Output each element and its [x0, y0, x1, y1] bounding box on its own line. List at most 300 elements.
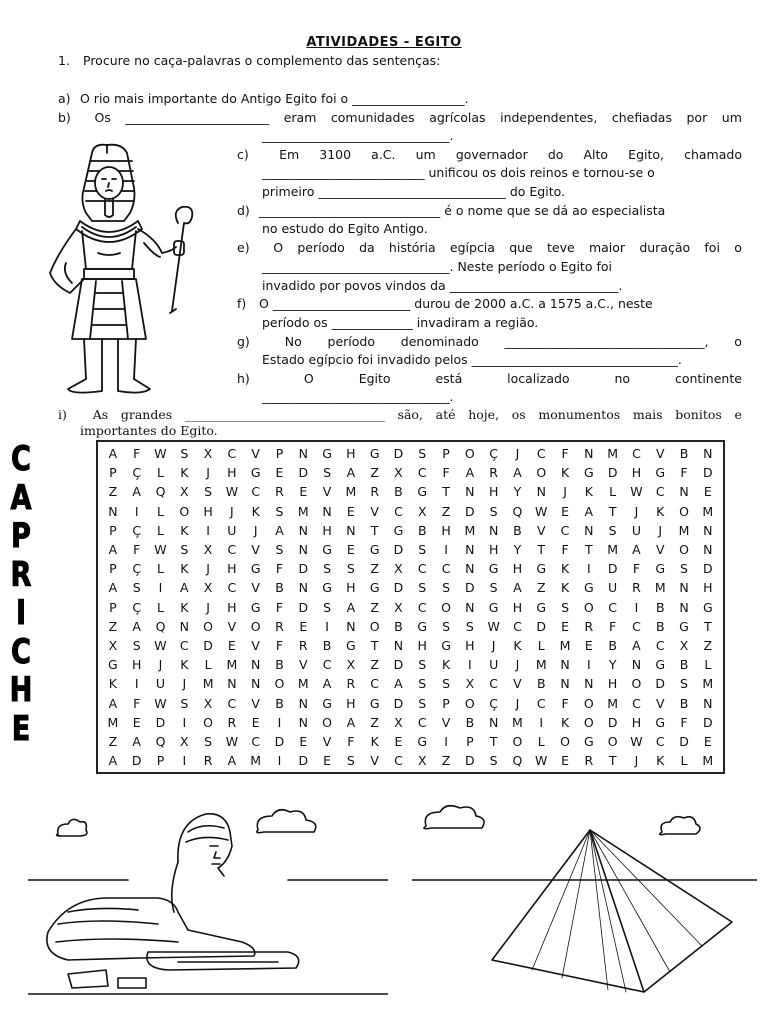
- word-search-letter[interactable]: C: [417, 465, 427, 481]
- word-search-letter[interactable]: Q: [155, 484, 166, 500]
- word-search-letter[interactable]: R: [227, 714, 237, 730]
- word-search-letter[interactable]: I: [444, 733, 448, 749]
- word-search-letter[interactable]: S: [561, 599, 569, 615]
- word-search-letter[interactable]: O: [536, 465, 547, 481]
- word-search-letter[interactable]: G: [322, 542, 332, 558]
- word-search-letter[interactable]: F: [133, 542, 141, 558]
- word-search-letter[interactable]: B: [275, 695, 284, 711]
- word-search-letter[interactable]: E: [703, 733, 712, 749]
- word-search-letter[interactable]: S: [204, 484, 213, 500]
- word-search-letter[interactable]: C: [560, 522, 570, 538]
- word-search-letter[interactable]: K: [560, 714, 570, 730]
- word-search-letter[interactable]: T: [704, 618, 712, 634]
- word-search-letter[interactable]: D: [203, 637, 213, 653]
- word-search-letter[interactable]: N: [679, 580, 689, 596]
- word-search-letter[interactable]: F: [275, 561, 284, 577]
- word-search-letter[interactable]: C: [632, 618, 641, 634]
- word-search-letter[interactable]: A: [108, 695, 118, 711]
- word-search-letter[interactable]: S: [180, 695, 189, 711]
- word-search-letter[interactable]: S: [323, 561, 332, 577]
- word-search-letter[interactable]: Z: [370, 465, 379, 481]
- word-search-letter[interactable]: J: [634, 503, 639, 519]
- word-search-letter[interactable]: D: [393, 542, 404, 558]
- word-search-letter[interactable]: A: [513, 465, 522, 481]
- word-search-letter[interactable]: H: [346, 580, 356, 596]
- word-search-letter[interactable]: D: [274, 733, 285, 749]
- word-search-letter[interactable]: C: [536, 446, 546, 462]
- word-search-letter[interactable]: N: [703, 695, 713, 711]
- word-search-letter[interactable]: I: [182, 753, 187, 769]
- word-search-letter[interactable]: W: [487, 618, 500, 634]
- word-search-letter[interactable]: A: [465, 465, 475, 481]
- word-search-letter[interactable]: C: [441, 561, 451, 577]
- word-search-letter[interactable]: P: [442, 446, 450, 462]
- word-search-letter[interactable]: N: [488, 522, 499, 538]
- word-search-letter[interactable]: J: [658, 522, 663, 538]
- word-search-letter[interactable]: H: [346, 446, 356, 462]
- word-search-letter[interactable]: J: [230, 503, 234, 519]
- word-search-letter[interactable]: X: [394, 561, 403, 577]
- word-search-letter[interactable]: L: [157, 503, 164, 519]
- word-search-letter[interactable]: X: [394, 714, 403, 730]
- word-search-letter[interactable]: N: [703, 522, 713, 538]
- word-search-letter[interactable]: D: [465, 580, 475, 596]
- word-search-letter[interactable]: C: [179, 637, 189, 653]
- word-search-letter[interactable]: G: [369, 446, 380, 462]
- word-search-letter[interactable]: N: [179, 618, 189, 634]
- word-search-letter[interactable]: V: [251, 446, 260, 462]
- word-search-letter[interactable]: Z: [108, 733, 118, 749]
- word-search-letter[interactable]: S: [442, 618, 451, 634]
- word-search-letter[interactable]: K: [180, 657, 189, 673]
- word-search-letter[interactable]: C: [370, 676, 380, 692]
- word-search-letter[interactable]: V: [251, 580, 260, 596]
- word-search-letter[interactable]: N: [465, 561, 475, 577]
- word-search-letter[interactable]: O: [250, 618, 261, 634]
- word-search-letter[interactable]: M: [107, 714, 119, 730]
- word-search-letter[interactable]: V: [251, 695, 260, 711]
- word-search-letter[interactable]: T: [370, 637, 379, 653]
- word-search-letter[interactable]: G: [417, 484, 428, 500]
- word-search-letter[interactable]: U: [155, 676, 166, 692]
- word-search-letter[interactable]: V: [513, 676, 522, 692]
- word-search-letter[interactable]: K: [370, 733, 379, 749]
- word-search-letter[interactable]: G: [488, 599, 499, 615]
- word-search-letter[interactable]: O: [679, 503, 689, 519]
- word-search-letter[interactable]: X: [203, 695, 213, 711]
- word-search-letter[interactable]: L: [704, 657, 712, 673]
- word-search-letter[interactable]: D: [298, 561, 309, 577]
- word-search-letter[interactable]: H: [465, 637, 475, 653]
- word-search-letter[interactable]: Q: [512, 503, 523, 519]
- word-search-letter[interactable]: L: [537, 637, 545, 653]
- word-search-letter[interactable]: A: [132, 484, 141, 500]
- word-search-letter[interactable]: H: [417, 637, 427, 653]
- word-search-letter[interactable]: D: [393, 657, 404, 673]
- word-search-letter[interactable]: Z: [370, 714, 379, 730]
- word-search-letter[interactable]: O: [583, 695, 594, 711]
- word-search-letter[interactable]: O: [679, 542, 689, 558]
- word-search-letter[interactable]: L: [609, 484, 617, 500]
- word-search-letter[interactable]: Ç: [489, 446, 499, 462]
- word-search-letter[interactable]: W: [225, 484, 239, 500]
- word-search-letter[interactable]: F: [133, 446, 141, 462]
- word-search-letter[interactable]: C: [417, 599, 427, 615]
- word-search-letter[interactable]: M: [226, 657, 238, 673]
- word-search-letter[interactable]: X: [108, 637, 118, 653]
- word-search-letter[interactable]: L: [157, 599, 164, 615]
- word-search-letter[interactable]: N: [298, 522, 308, 538]
- word-search-letter[interactable]: O: [512, 733, 523, 749]
- word-search-letter[interactable]: X: [180, 484, 189, 500]
- word-search-letter[interactable]: V: [251, 542, 260, 558]
- word-search-letter[interactable]: J: [206, 599, 210, 615]
- word-search-letter[interactable]: C: [417, 561, 427, 577]
- word-search-letter[interactable]: L: [204, 657, 212, 673]
- word-search-letter[interactable]: V: [322, 733, 332, 749]
- word-search-letter[interactable]: W: [154, 695, 167, 711]
- word-search-letter[interactable]: C: [655, 637, 665, 653]
- word-search-letter[interactable]: B: [322, 637, 332, 653]
- word-search-letter[interactable]: S: [418, 657, 427, 673]
- word-search-letter[interactable]: M: [297, 503, 309, 519]
- word-search-letter[interactable]: J: [253, 522, 258, 538]
- word-search-letter[interactable]: Z: [441, 753, 451, 769]
- word-search-letter[interactable]: H: [131, 657, 142, 673]
- word-search-letter[interactable]: I: [586, 657, 591, 673]
- word-search-letter[interactable]: O: [464, 446, 475, 462]
- word-search-letter[interactable]: K: [513, 637, 522, 653]
- word-search-letter[interactable]: E: [299, 484, 308, 500]
- word-search-letter[interactable]: J: [634, 753, 639, 769]
- word-search-letter[interactable]: H: [488, 484, 499, 500]
- word-search-letter[interactable]: H: [631, 714, 642, 730]
- word-search-letter[interactable]: C: [322, 657, 332, 673]
- word-search-letter[interactable]: A: [275, 522, 284, 538]
- word-search-letter[interactable]: T: [608, 753, 617, 769]
- word-search-letter[interactable]: A: [346, 599, 356, 615]
- word-search-letter[interactable]: M: [297, 676, 309, 692]
- word-search-letter[interactable]: U: [227, 522, 237, 538]
- word-search-letter[interactable]: N: [584, 522, 594, 538]
- word-search-letter[interactable]: I: [158, 580, 163, 596]
- word-search-letter[interactable]: P: [275, 446, 284, 462]
- word-search-letter[interactable]: B: [655, 599, 665, 615]
- word-search-letter[interactable]: E: [275, 465, 284, 481]
- word-search-letter[interactable]: T: [489, 733, 498, 749]
- word-search-letter[interactable]: G: [655, 465, 666, 481]
- word-search-letter[interactable]: N: [346, 618, 356, 634]
- word-search-letter[interactable]: F: [561, 695, 569, 711]
- word-search-letter[interactable]: K: [180, 561, 189, 577]
- word-search-letter[interactable]: I: [277, 714, 282, 730]
- word-search-letter[interactable]: B: [394, 618, 403, 634]
- word-search-letter[interactable]: G: [679, 618, 689, 634]
- word-search-letter[interactable]: O: [369, 618, 380, 634]
- word-search-letter[interactable]: R: [632, 580, 641, 596]
- word-search-letter[interactable]: H: [488, 542, 499, 558]
- word-search-letter[interactable]: G: [250, 465, 261, 481]
- word-search-letter[interactable]: P: [442, 695, 450, 711]
- word-search-letter[interactable]: E: [561, 503, 569, 519]
- word-search-letter[interactable]: D: [703, 714, 713, 730]
- word-search-letter[interactable]: V: [370, 503, 379, 519]
- word-search-letter[interactable]: G: [393, 522, 404, 538]
- word-search-letter[interactable]: B: [679, 446, 689, 462]
- word-search-letter[interactable]: C: [251, 733, 261, 749]
- word-search-letter[interactable]: B: [394, 484, 403, 500]
- word-search-letter[interactable]: K: [584, 484, 593, 500]
- word-search-letter[interactable]: H: [227, 561, 237, 577]
- word-search-letter[interactable]: O: [179, 503, 190, 519]
- word-search-letter[interactable]: M: [345, 484, 357, 500]
- word-search-letter[interactable]: A: [513, 580, 522, 596]
- word-search-letter[interactable]: D: [465, 503, 475, 519]
- word-search-letter[interactable]: K: [560, 465, 570, 481]
- word-search-letter[interactable]: M: [654, 580, 666, 596]
- word-search-letter[interactable]: Q: [155, 618, 166, 634]
- word-search-letter[interactable]: J: [206, 465, 210, 481]
- word-search-letter[interactable]: N: [298, 580, 308, 596]
- word-search-letter[interactable]: M: [250, 753, 262, 769]
- word-search-letter[interactable]: J: [563, 484, 567, 500]
- word-search-letter[interactable]: R: [489, 465, 498, 481]
- word-search-letter[interactable]: L: [157, 561, 164, 577]
- word-search-letter[interactable]: W: [154, 542, 167, 558]
- word-search-letter[interactable]: B: [679, 657, 689, 673]
- word-search-letter[interactable]: N: [108, 503, 118, 519]
- word-search-letter[interactable]: G: [250, 599, 261, 615]
- word-search-letter[interactable]: E: [323, 753, 332, 769]
- word-search-letter[interactable]: N: [584, 676, 594, 692]
- word-search-letter[interactable]: A: [108, 753, 118, 769]
- word-search-letter[interactable]: S: [442, 676, 451, 692]
- word-search-letter[interactable]: A: [346, 465, 356, 481]
- word-search-letter[interactable]: M: [702, 503, 714, 519]
- word-search-letter[interactable]: A: [180, 580, 189, 596]
- word-search-letter[interactable]: R: [370, 484, 379, 500]
- word-search-letter[interactable]: A: [227, 753, 237, 769]
- word-search-letter[interactable]: D: [655, 676, 666, 692]
- word-search-letter[interactable]: X: [394, 599, 403, 615]
- word-search-letter[interactable]: U: [489, 657, 499, 673]
- word-search-letter[interactable]: O: [274, 676, 285, 692]
- word-search-letter[interactable]: B: [655, 618, 665, 634]
- word-search-letter[interactable]: E: [299, 618, 308, 634]
- word-search-letter[interactable]: D: [298, 465, 309, 481]
- word-search-letter[interactable]: W: [535, 503, 548, 519]
- word-search-letter[interactable]: N: [488, 714, 499, 730]
- word-search-letter[interactable]: N: [465, 599, 475, 615]
- word-search-letter[interactable]: F: [442, 465, 450, 481]
- word-search-letter[interactable]: B: [536, 676, 546, 692]
- word-search-letter[interactable]: H: [441, 522, 451, 538]
- word-search-letter[interactable]: M: [607, 695, 619, 711]
- word-search-letter[interactable]: Z: [370, 561, 379, 577]
- word-search-letter[interactable]: K: [441, 657, 451, 673]
- word-search-letter[interactable]: O: [583, 599, 594, 615]
- word-search-letter[interactable]: N: [584, 446, 594, 462]
- word-search-letter[interactable]: P: [466, 733, 474, 749]
- word-search-letter[interactable]: O: [583, 714, 594, 730]
- word-search-letter[interactable]: N: [679, 599, 689, 615]
- word-search-letter[interactable]: N: [631, 657, 642, 673]
- word-search-letter[interactable]: P: [109, 599, 117, 615]
- word-search-letter[interactable]: W: [630, 484, 643, 500]
- word-search-letter[interactable]: F: [680, 714, 688, 730]
- word-search-letter[interactable]: F: [561, 446, 569, 462]
- word-search-letter[interactable]: K: [251, 503, 260, 519]
- word-search-letter[interactable]: M: [559, 637, 571, 653]
- word-search-letter[interactable]: S: [418, 580, 427, 596]
- word-search-letter[interactable]: G: [536, 561, 547, 577]
- word-search-letter[interactable]: A: [632, 542, 641, 558]
- word-search-letter[interactable]: O: [322, 714, 332, 730]
- word-search-letter[interactable]: G: [536, 599, 547, 615]
- word-search-letter[interactable]: R: [275, 484, 284, 500]
- word-search-letter[interactable]: J: [491, 637, 496, 653]
- word-search-letter[interactable]: F: [133, 695, 141, 711]
- word-search-letter[interactable]: D: [703, 561, 713, 577]
- word-search-letter[interactable]: L: [157, 522, 164, 538]
- word-search-letter[interactable]: Ç: [132, 599, 142, 615]
- word-search-letter[interactable]: K: [560, 580, 570, 596]
- word-search-letter[interactable]: J: [206, 561, 210, 577]
- word-search-letter[interactable]: R: [298, 637, 308, 653]
- word-search-letter[interactable]: I: [586, 561, 591, 577]
- word-search-letter[interactable]: A: [322, 676, 332, 692]
- word-search-letter[interactable]: X: [203, 542, 213, 558]
- word-search-letter[interactable]: A: [394, 676, 403, 692]
- word-search-letter[interactable]: J: [515, 446, 520, 462]
- word-search-letter[interactable]: G: [417, 618, 428, 634]
- word-search-letter[interactable]: A: [632, 637, 641, 653]
- word-search-letter[interactable]: C: [489, 676, 499, 692]
- word-search-letter[interactable]: S: [489, 753, 498, 769]
- word-search-letter[interactable]: X: [346, 657, 356, 673]
- word-search-letter[interactable]: S: [180, 446, 189, 462]
- word-search-letter[interactable]: Y: [513, 542, 522, 558]
- word-search-letter[interactable]: M: [535, 657, 547, 673]
- word-search-letter[interactable]: S: [680, 676, 688, 692]
- word-search-letter[interactable]: N: [298, 446, 308, 462]
- word-search-letter[interactable]: F: [632, 561, 641, 577]
- word-search-letter[interactable]: A: [132, 618, 141, 634]
- word-search-letter[interactable]: S: [418, 676, 427, 692]
- word-search-letter[interactable]: C: [513, 618, 522, 634]
- word-search-letter[interactable]: A: [346, 714, 356, 730]
- word-search-letter[interactable]: K: [180, 599, 189, 615]
- word-search-letter[interactable]: Ç: [132, 561, 142, 577]
- word-search-letter[interactable]: Z: [370, 599, 379, 615]
- word-search-letter[interactable]: O: [560, 733, 570, 749]
- word-search-letter[interactable]: V: [322, 484, 332, 500]
- word-search-letter[interactable]: G: [441, 637, 451, 653]
- word-search-letter[interactable]: C: [227, 580, 237, 596]
- word-search-letter[interactable]: N: [703, 446, 713, 462]
- word-search-letter[interactable]: G: [322, 580, 332, 596]
- word-search-letter[interactable]: N: [298, 542, 308, 558]
- word-search-letter[interactable]: X: [180, 733, 189, 749]
- word-search-letter[interactable]: E: [561, 753, 569, 769]
- word-search-letter[interactable]: J: [515, 695, 520, 711]
- word-search-letter[interactable]: Z: [108, 618, 118, 634]
- word-search-letter[interactable]: D: [703, 465, 713, 481]
- word-search-letter[interactable]: X: [417, 753, 427, 769]
- word-search-letter[interactable]: X: [417, 503, 427, 519]
- word-search-letter[interactable]: V: [536, 522, 546, 538]
- word-search-letter[interactable]: H: [631, 465, 642, 481]
- word-search-letter[interactable]: B: [275, 580, 284, 596]
- word-search-letter[interactable]: O: [464, 695, 475, 711]
- word-search-letter[interactable]: L: [680, 753, 688, 769]
- word-search-letter[interactable]: N: [298, 695, 308, 711]
- word-search-letter[interactable]: F: [347, 733, 355, 749]
- word-search-letter[interactable]: D: [393, 446, 404, 462]
- word-search-letter[interactable]: K: [656, 503, 665, 519]
- word-search-letter[interactable]: S: [608, 522, 617, 538]
- word-search-letter[interactable]: X: [203, 446, 213, 462]
- word-search-letter[interactable]: C: [227, 695, 237, 711]
- word-search-letter[interactable]: Ç: [489, 695, 499, 711]
- word-search-letter[interactable]: X: [394, 465, 403, 481]
- word-search-letter[interactable]: B: [465, 714, 475, 730]
- word-search-letter[interactable]: R: [203, 753, 213, 769]
- word-search-letter[interactable]: K: [180, 522, 189, 538]
- word-search-letter[interactable]: D: [393, 580, 404, 596]
- word-search-letter[interactable]: S: [323, 465, 332, 481]
- word-search-letter[interactable]: C: [227, 542, 237, 558]
- word-search-letter[interactable]: E: [703, 484, 712, 500]
- word-search-letter[interactable]: M: [607, 542, 619, 558]
- word-search-letter[interactable]: W: [225, 733, 239, 749]
- word-search-letter[interactable]: T: [442, 484, 450, 500]
- word-search-letter[interactable]: S: [204, 733, 213, 749]
- word-search-letter[interactable]: I: [277, 753, 282, 769]
- word-search-letter[interactable]: P: [109, 561, 117, 577]
- word-search-letter[interactable]: A: [132, 733, 141, 749]
- word-search-letter[interactable]: S: [346, 561, 355, 577]
- word-search-letter[interactable]: S: [465, 618, 474, 634]
- word-search-letter[interactable]: R: [346, 676, 356, 692]
- word-search-letter[interactable]: G: [322, 446, 332, 462]
- word-search-letter[interactable]: D: [607, 714, 618, 730]
- word-search-letter[interactable]: L: [157, 465, 164, 481]
- word-search-letter[interactable]: D: [607, 561, 618, 577]
- word-search-letter[interactable]: J: [182, 676, 187, 692]
- word-search-letter[interactable]: G: [655, 657, 666, 673]
- word-search-letter[interactable]: J: [158, 657, 163, 673]
- word-search-letter[interactable]: M: [464, 522, 476, 538]
- word-search-letter[interactable]: Q: [512, 753, 523, 769]
- word-search-letter[interactable]: P: [109, 522, 117, 538]
- word-search-letter[interactable]: S: [418, 695, 427, 711]
- word-search-letter[interactable]: H: [227, 599, 237, 615]
- word-search-letter[interactable]: S: [180, 542, 189, 558]
- word-search-letter[interactable]: H: [703, 580, 713, 596]
- word-search-letter[interactable]: V: [251, 637, 260, 653]
- word-search-letter[interactable]: G: [417, 733, 428, 749]
- word-search-letter[interactable]: I: [182, 714, 187, 730]
- word-search-letter[interactable]: S: [132, 637, 141, 653]
- word-search-letter[interactable]: O: [203, 618, 213, 634]
- word-search-letter[interactable]: N: [322, 503, 332, 519]
- word-search-letter[interactable]: G: [369, 695, 380, 711]
- word-search-letter[interactable]: E: [132, 714, 141, 730]
- word-search-letter[interactable]: M: [702, 753, 714, 769]
- word-search-letter[interactable]: E: [561, 618, 569, 634]
- word-search-letter[interactable]: U: [631, 522, 641, 538]
